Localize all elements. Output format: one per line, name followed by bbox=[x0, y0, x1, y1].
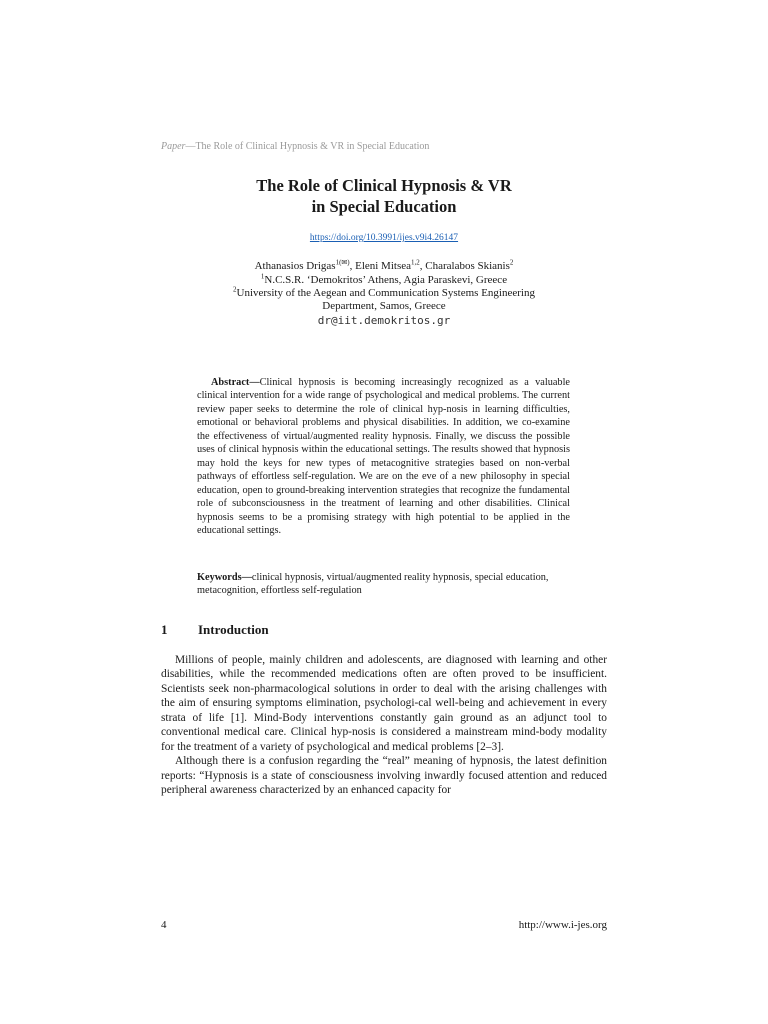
running-head-title: —The Role of Clinical Hypnosis & VR in Special Education bbox=[185, 141, 430, 152]
author-affiliation-mark: 2 bbox=[509, 258, 514, 267]
page-number: 4 bbox=[161, 919, 167, 931]
author-list bbox=[0, 260, 768, 273]
abstract-label: Abstract— bbox=[211, 377, 260, 388]
author-affiliation-mark: 1,2 bbox=[411, 258, 420, 267]
abstract bbox=[197, 376, 570, 537]
running-head-label: Paper bbox=[161, 141, 186, 152]
affiliation-text: N.C.S.R. ‘Demokritos’ Athens, Agia Paraskevi, Greece bbox=[264, 274, 508, 286]
paper-title-line-1: The Role of Clinical Hypnosis & VR bbox=[256, 176, 512, 195]
affiliation-mark: 1 bbox=[260, 272, 265, 281]
abstract-text: Clinical hypnosis is becoming increasingly recognized as a valuable clinical intervention for a wide range of psychological and medical problems. The current review paper seeks to determine the role of clinical hyp-nosis in learning difficulties, emotional or behavioral problems and physical disabilities. In addition, we co-examine the effectiveness of virtual/augmented reality hypnosis. Finally, we discuss the possible uses of clinical hypnosis within the educational settings. The results showed that hypnosis may hold the keys for new types of metacognitive strategies based on non-verbal pathways of effortless self-regulation. We are on the eve of a new philosophy in special education, open to ground-breaking intervention strategies that recognize the fundamental role of subconsciousness in the treatment of learning and other disabilities. Clinical hypnosis seems to be a promising strategy with high potential to be applied in the educational settings. bbox=[197, 377, 570, 536]
section-number: 1 bbox=[161, 622, 168, 637]
section-heading bbox=[161, 622, 269, 638]
body-paragraph-1: Millions of people, mainly children and adolescents, are diagnosed with learning and other disabilities, while the recommended medications often are often proved to be insufficient. Scientists seek non-pharmacological solutions in order to deal with the arising challenges with the aim of ensuring symptoms elimination, psychologi-cal well-being and achievement in every strata of life [1]. Mind-Body interventions constantly gain ground as an adjunct tool to conventional medical care. Clinical hyp-nosis is considered a mainstream mind-body modality for the treatment of a variety of psychological and medical problems [2–3]. bbox=[161, 654, 607, 753]
affiliation-1 bbox=[0, 274, 768, 287]
author-separator: , bbox=[349, 260, 356, 272]
keywords-text: clinical hypnosis, virtual/augmented reality hypnosis, special education, metacognition, effortless self-regulation bbox=[197, 572, 549, 597]
section-title: Introduction bbox=[198, 622, 269, 637]
doi-link[interactable]: https://doi.org/10.3991/ijes.v9i4.26147 bbox=[309, 233, 459, 243]
author-affiliation-mark: 1(✉) bbox=[335, 258, 350, 267]
author-name: Eleni Mitsea bbox=[355, 260, 411, 272]
paper-title-line-2: in Special Education bbox=[311, 197, 457, 216]
footer-url: http://www.i-jes.org bbox=[518, 919, 607, 931]
contact-email: dr@iit.demokritos.gr bbox=[317, 314, 451, 327]
running-head bbox=[161, 141, 429, 152]
body-paragraph-2: Although there is a confusion regarding the “real” meaning of hypnosis, the latest definition reports: “Hypnosis is a state of consciousness involving inwardly focused attention and reduced peripheral awareness characterized by an enhanced capacity for bbox=[161, 755, 607, 797]
affiliation-2-continued: Department, Samos, Greece bbox=[322, 300, 446, 312]
author-name: Athanasios Drigas bbox=[254, 260, 336, 272]
keywords bbox=[197, 571, 570, 598]
affiliation-2 bbox=[0, 287, 768, 300]
author-separator: , bbox=[419, 260, 426, 272]
author-name: Charalabos Skianis bbox=[425, 260, 510, 272]
paper-title bbox=[0, 175, 768, 217]
keywords-label: Keywords— bbox=[197, 572, 252, 583]
affiliation-text: University of the Aegean and Communication Systems Engineering bbox=[236, 287, 535, 299]
section-body bbox=[161, 653, 607, 798]
affiliation-mark: 2 bbox=[233, 285, 237, 294]
